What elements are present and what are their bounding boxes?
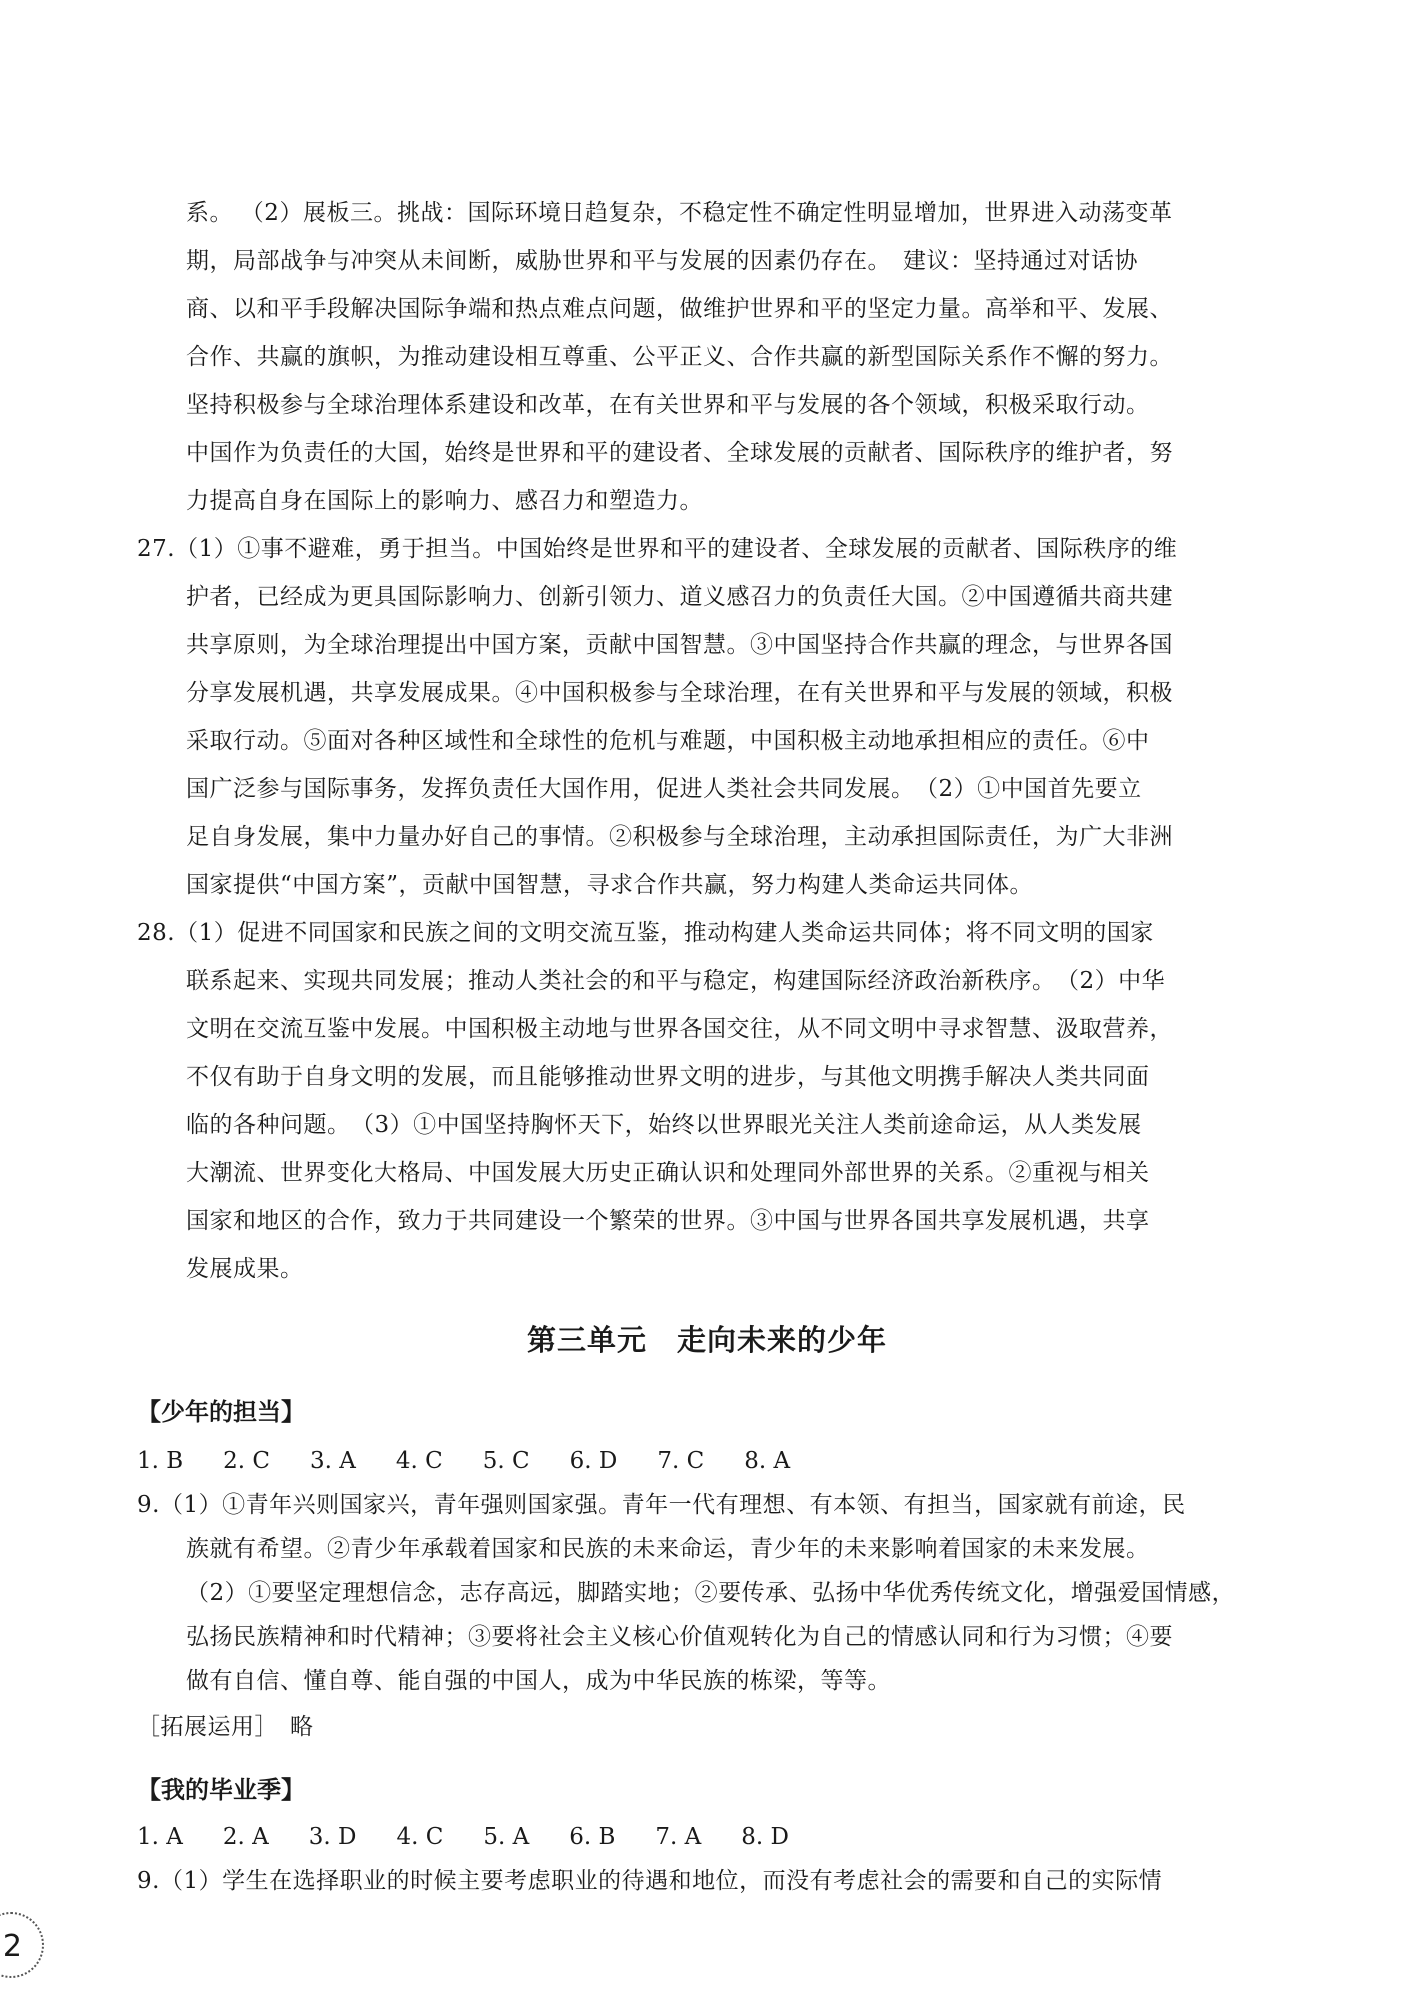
answer-item: 3. D (308, 1824, 357, 1850)
q27-line: 国家提供“中国方案”，贡献中国智慧，寻求合作共赢，努力构建人类命运共同体。 (186, 872, 1034, 898)
answer-item: 1. B (137, 1448, 184, 1474)
section-title-graduation-season: 【我的毕业季】 (137, 1776, 305, 1804)
q26-line: 期，局部战争与冲突从未间断，威胁世界和平与发展的因素仍存在。 建议：坚持通过对话协 (186, 248, 1138, 274)
q27-line: 护者，已经成为更具国际影响力、创新引领力、道义感召力的负责任大国。②中国遵循共商共建 (186, 584, 1173, 610)
q26-line: 系。 （2）展板三。挑战：国际环境日趋复杂，不稳定性不确定性明显增加，世界进入动荡变革 (186, 200, 1173, 226)
q27-line: 27.（1）①事不避难，勇于担当。中国始终是世界和平的建设者、全球发展的贡献者、国际秩序的维 (137, 536, 1178, 562)
answer-item: 7. A (655, 1824, 702, 1850)
q28-line: 文明在交流互鉴中发展。中国积极主动地与世界各国交往，从不同文明中寻求智慧、汲取营养， (186, 1016, 1173, 1042)
q26-line: 合作、共赢的旗帜，为推动建设相互尊重、公平正义、合作共赢的新型国际关系作不懈的努力。 (186, 344, 1173, 370)
answer-item: 1. A (137, 1824, 183, 1850)
s1-q9-line: 做有自信、懂自尊、能自强的中国人，成为中华民族的栋梁，等等。 (186, 1668, 891, 1694)
s1-q9-line: 9.（1）①青年兴则国家兴，青年强则国家强。青年一代有理想、有本领、有担当，国家就有前途，民 (137, 1492, 1186, 1518)
answer-item: 2. C (223, 1448, 271, 1474)
q28-line: 联系起来、实现共同发展；推动人类社会的和平与稳定，构建国际经济政治新秩序。 （2）中华 (186, 968, 1166, 994)
q28-line: 28.（1）促进不同国家和民族之间的文明交流互鉴，推动构建人类命运共同体；将不同文明的国家 (137, 920, 1154, 946)
q28-line: 国家和地区的合作，致力于共同建设一个繁荣的世界。③中国与世界各国共享发展机遇，共享 (186, 1208, 1150, 1234)
answer-row (137, 1448, 830, 1474)
q28-line: 发展成果。 (186, 1256, 304, 1282)
q26-line: 中国作为负责任的大国，始终是世界和平的建设者、全球发展的贡献者、国际秩序的维护者，努 (186, 440, 1173, 466)
answer-item: 2. A (222, 1824, 269, 1850)
s1-q9-line: 族就有希望。②青少年承载着国家和民族的未来命运，青少年的未来影响着国家的未来发展。 (186, 1536, 1150, 1562)
q26-line: 坚持积极参与全球治理体系建设和改革，在有关世界和平与发展的各个领域，积极采取行动。 (186, 392, 1150, 418)
s1-q9-line: （2）①要坚定理想信念，志存高远，脚踏实地；②要传承、弘扬中华优秀传统文化，增强爱国情感， (186, 1580, 1236, 1606)
s1-q9-line: 弘扬民族精神和时代精神；③要将社会主义核心价值观转化为自己的情感认同和行为习惯；④要 (186, 1624, 1173, 1650)
section-title-youth-responsibility: 【少年的担当】 (137, 1398, 305, 1426)
answer-row (137, 1824, 829, 1850)
unit-title: 第三单元 走向未来的少年 (526, 1323, 887, 1357)
answer-item: 4. C (396, 1824, 444, 1850)
answer-item: 8. A (744, 1448, 791, 1474)
q28-line: 大潮流、世界变化大格局、中国发展大历史正确认识和处理同外部世界的关系。②重视与相关 (186, 1160, 1150, 1186)
page-number: 2 (0, 1912, 44, 1978)
answer-item: 4. C (395, 1448, 443, 1474)
q28-line: 临的各种问题。 （3）①中国坚持胸怀天下，始终以世界眼光关注人类前途命运，从人类发展 (186, 1112, 1142, 1138)
answer-item: 8. D (741, 1824, 789, 1850)
answer-item: 6. D (569, 1448, 618, 1474)
q27-line: 分享发展机遇，共享发展成果。④中国积极参与全球治理，在有关世界和平与发展的领域，积极 (186, 680, 1173, 706)
q28-line: 不仅有助于自身文明的发展，而且能够推动世界文明的进步，与其他文明携手解决人类共同面 (186, 1064, 1150, 1090)
q27-line: 共享原则，为全球治理提出中国方案，贡献中国智慧。③中国坚持合作共赢的理念，与世界各国 (186, 632, 1173, 658)
q27-line: 采取行动。⑤面对各种区域性和全球性的危机与难题，中国积极主动地承担相应的责任。⑥中 (186, 728, 1150, 754)
extend-usage: ［拓展运用］ 略 (137, 1714, 314, 1740)
q26-line: 商、以和平手段解决国际争端和热点难点问题，做维护世界和平的坚定力量。高举和平、发展、 (186, 296, 1173, 322)
answer-item: 5. A (483, 1824, 530, 1850)
q26-line: 力提高自身在国际上的影响力、感召力和塑造力。 (186, 488, 703, 514)
answer-item: 3. A (310, 1448, 356, 1474)
answer-item: 7. C (657, 1448, 705, 1474)
answer-item: 6. B (569, 1824, 616, 1850)
answer-item: 5. C (482, 1448, 530, 1474)
q27-line: 足自身发展，集中力量办好自己的事情。②积极参与全球治理，主动承担国际责任，为广大非洲 (186, 824, 1173, 850)
s2-q9-line: 9.（1）学生在选择职业的时候主要考虑职业的待遇和地位，而没有考虑社会的需要和自己的实际情 (137, 1868, 1163, 1894)
q27-line: 国广泛参与国际事务，发挥负责任大国作用，促进人类社会共同发展。 （2）①中国首先要立 (186, 776, 1142, 802)
